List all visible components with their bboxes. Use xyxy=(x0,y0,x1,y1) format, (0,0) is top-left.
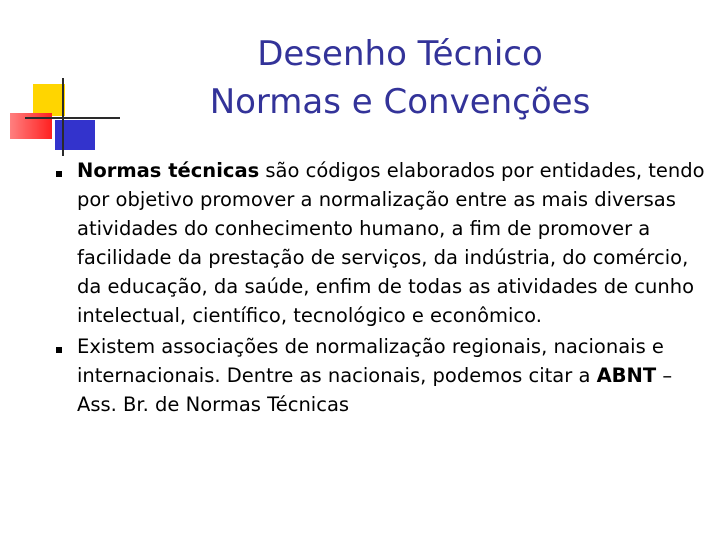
slide-title xyxy=(130,30,670,126)
bullet-1-text: são códigos elaborados por entidades, tendo por objetivo promover a normalização entre as mais diversas atividades do conhecimento humano, a fim de promover a facilidade da prestação de serviços, da indústria, do comércio, da educação, da saúde, enfim de todas as atividades de cunho intelectual, científico, tecnológico e econômico. xyxy=(77,159,705,327)
bullet-item-2 xyxy=(48,332,708,419)
bullet-2-text-before: Existem associações de normalização regionais, nacionais e internacionais. Dentre as nacionais, podemos citar a xyxy=(77,335,664,387)
logo-blue-square xyxy=(55,120,95,150)
logo-yellow-square xyxy=(33,84,65,116)
title-line-1: Desenho Técnico xyxy=(257,34,543,74)
title-line-2: Normas e Convenções xyxy=(209,82,591,122)
decorative-logo xyxy=(0,0,120,160)
bullet-list xyxy=(48,156,708,419)
logo-horizontal-line xyxy=(25,117,120,119)
bullet-item-1 xyxy=(48,156,708,330)
square-bullet-icon xyxy=(56,171,62,177)
bullet-2-bold: ABNT xyxy=(596,364,657,387)
bullet-2-text-after: – Ass. Br. de Normas Técnicas xyxy=(77,364,673,416)
bullet-text-2 xyxy=(77,332,708,419)
bullet-text-1 xyxy=(77,156,708,330)
square-bullet-icon xyxy=(56,347,62,353)
bullet-1-bold-lead: Normas técnicas xyxy=(77,159,260,182)
